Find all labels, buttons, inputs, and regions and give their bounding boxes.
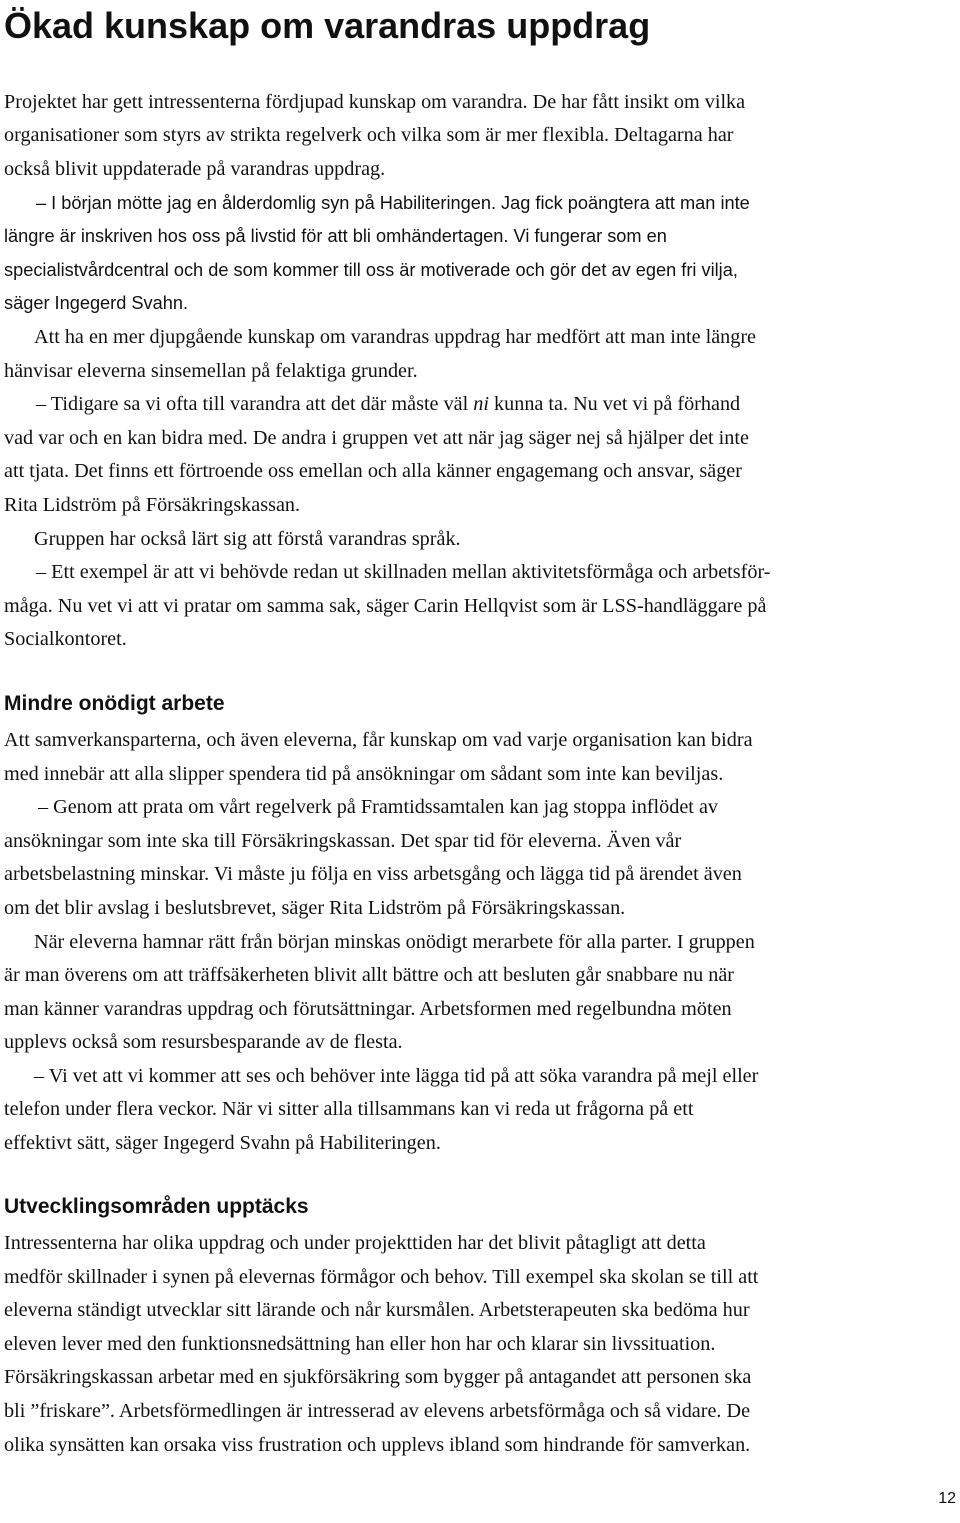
quote-line: – Ett exempel är att vi behövde redan ut skillnaden mellan aktivitetsförmåga och arbetsför-	[36, 561, 771, 583]
quote-line: säger Ingegerd Svahn.	[4, 293, 189, 313]
quote-line	[36, 391, 740, 417]
body-line: organisationer som styrs av strikta regelverk och vilka som är mer flexibla. Deltagarna har	[4, 124, 734, 146]
body-line: hänvisar eleverna sinsemellan på felaktiga grunder.	[4, 360, 418, 382]
body-line: också blivit uppdaterade på varandras uppdrag.	[4, 158, 386, 180]
body-line: man känner varandras uppdrag och förutsättningar. Arbetsformen med regelbundna möten	[4, 998, 732, 1020]
page-number: 12	[938, 1490, 956, 1507]
quote-line: Socialkontoret.	[4, 628, 127, 650]
quote-text: – Tidigare sa vi ofta till varandra att det där måste väl	[36, 393, 474, 415]
quote-line: – Vi vet att vi kommer att ses och behöver inte lägga tid på att söka varandra på mejl eller	[34, 1065, 759, 1087]
section-heading: Utvecklingsområden upptäcks	[4, 1195, 309, 1218]
body-line: När eleverna hamnar rätt från början minskas onödigt merarbete för alla parter. I gruppen	[34, 931, 755, 953]
body-line: Försäkringskassan arbetar med en sjukförsäkring som bygger på antagandet att personen ska	[4, 1366, 752, 1388]
body-line: är man överens om att träffsäkerheten blivit allt bättre och att besluten går snabbare nu när	[4, 964, 735, 986]
quote-line: effektivt sätt, säger Ingegerd Svahn på Habiliteringen.	[4, 1132, 441, 1154]
quote-line: längre är inskriven hos oss på livstid för att bli omhändertagen. Vi fungerar som en	[4, 226, 667, 246]
quote-line: om det blir avslag i beslutsbrevet, säger Rita Lidström på Försäkringskassan.	[4, 897, 626, 919]
quote-line: Rita Lidström på Försäkringskassan.	[4, 494, 301, 516]
page-title: Ökad kunskap om varandras uppdrag	[4, 5, 651, 46]
quote-line: måga. Nu vet vi att vi pratar om samma sak, säger Carin Hellqvist som är LSS-handläggare på	[4, 595, 767, 617]
body-line: medför skillnader i synen på elevernas förmågor och behov. Till exempel ska skolan se till att	[4, 1266, 759, 1288]
quote-line: telefon under flera veckor. När vi sitter alla tillsammans kan vi reda ut frågorna på ett	[4, 1098, 694, 1120]
body-line: Gruppen har också lärt sig att förstå varandras språk.	[34, 528, 461, 550]
body-line: Att samverkansparterna, och även eleverna, får kunskap om vad varje organisation kan bidra	[4, 729, 753, 751]
body-line: olika synsätten kan orsaka viss frustration och upplevs ibland som hindrande för samverkan.	[4, 1434, 751, 1456]
quote-line: att tjata. Det finns ett förtroende oss emellan och alla känner engagemang och ansvar, säger	[4, 460, 742, 482]
body-line: Projektet har gett intressenterna fördjupad kunskap om varandra. De har fått insikt om vilka	[4, 91, 746, 113]
body-line: Att ha en mer djupgående kunskap om varandras uppdrag har medfört att man inte längre	[34, 326, 757, 348]
body-line: bli ”friskare”. Arbetsförmedlingen är intresserad av elevens arbetsförmåga och så vidare. De	[4, 1400, 751, 1422]
quote-line: ansökningar som inte ska till Försäkringskassan. Det spar tid för eleverna. Även vår	[4, 830, 682, 852]
body-line: med innebär att alla slipper spendera tid på ansökningar om sådant som inte kan beviljas.	[4, 763, 724, 785]
emphasis-text: ni	[473, 393, 489, 415]
quote-line: arbetsbelastning minskar. Vi måste ju följa en viss arbetsgång och lägga tid på ärendet även	[4, 863, 742, 885]
quote-line: specialistvårdcentral och de som kommer till oss är motiverade och gör det av egen fri vilja,	[4, 260, 738, 280]
quote-line: – I början mötte jag en ålderdomlig syn på Habiliteringen. Jag fick poängtera att man inte	[36, 193, 750, 213]
body-line: Intressenterna har olika uppdrag och under projekttiden har det blivit påtagligt att detta	[4, 1232, 706, 1254]
body-line: eleven lever med den funktionsnedsättning han eller hon har och klarar sin livssituation.	[4, 1333, 716, 1355]
quote-text: kunna ta. Nu vet vi på förhand	[488, 393, 741, 415]
body-line: upplevs också som resursbesparande av de flesta.	[4, 1031, 403, 1053]
quote-line: vad var och en kan bidra med. De andra i gruppen vet att när jag säger nej så hjälper det inte	[4, 427, 749, 449]
section-heading: Mindre onödigt arbete	[4, 692, 225, 715]
quote-line: – Genom att prata om vårt regelverk på Framtidssamtalen kan jag stoppa inflödet av	[38, 796, 718, 818]
body-line: eleverna ständigt utvecklar sitt lärande och når kursmålen. Arbetsterapeuten ska bedöma hur	[4, 1299, 750, 1321]
